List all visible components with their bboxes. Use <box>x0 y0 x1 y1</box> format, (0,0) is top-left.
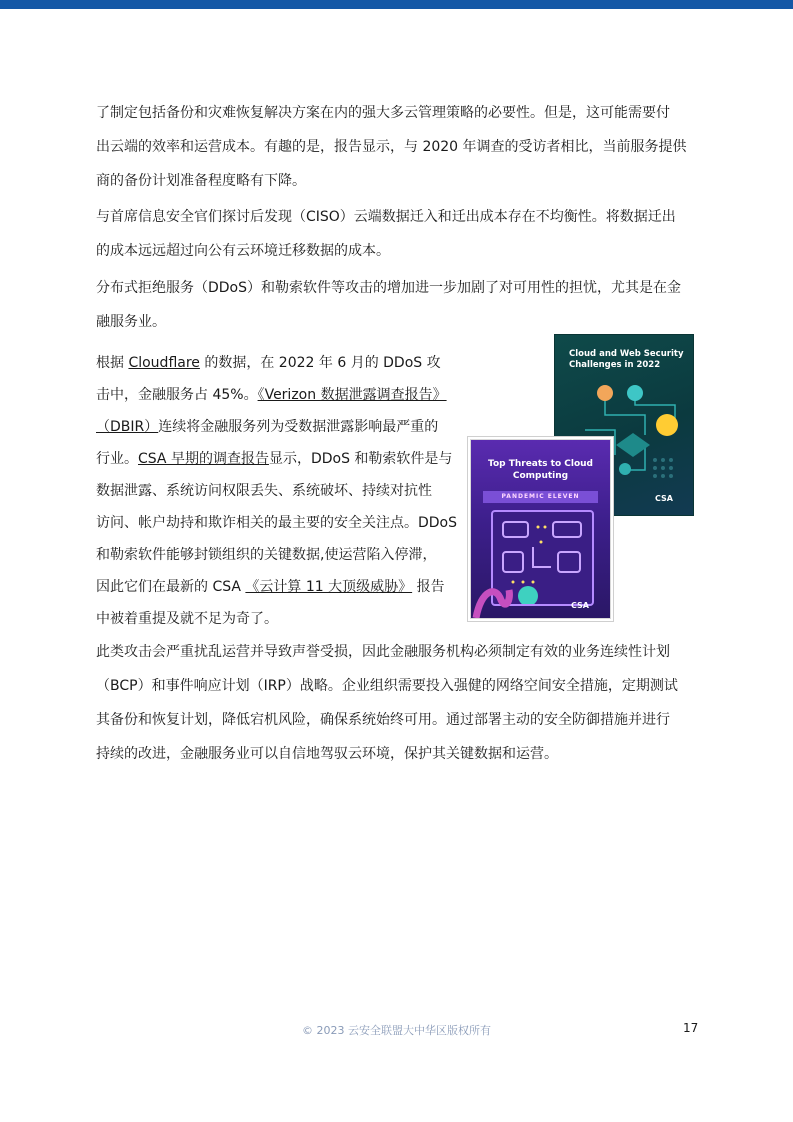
cover-title: Cloud and Web Security Challenges in 2022 <box>569 349 684 370</box>
csa-logo: CSA <box>655 494 673 503</box>
text-line: 融服务业。 <box>96 314 166 330</box>
text-line: 击中，金融服务占 45%。《Verizon 数据泄露调查报告》 <box>96 387 447 403</box>
text-line: 其备份和恢复计划，降低宕机风险，确保系统始终可用。通过部署主动的安全防御措施并进行 <box>96 712 670 728</box>
text-line: 访问、帐户劫持和欺诈相关的最主要的安全关注点。DDoS <box>96 515 458 531</box>
text-line: 此类攻击会严重扰乱运营并导致声誉受损，因此金融服务机构必须制定有效的业务连续性计划 <box>96 644 670 660</box>
header-bar <box>0 0 793 9</box>
text-line: （DBIR）连续将金融服务列为受数据泄露影响最严重的 <box>96 419 439 435</box>
text-line: 持续的改进，金融服务业可以自信地驾驭云环境，保护其关键数据和运营。 <box>96 746 558 762</box>
text-line: 了制定包括备份和灾难恢复解决方案在内的强大多云管理策略的必要性。但是，这可能需要付 <box>96 105 670 121</box>
csa-report-link[interactable]: CSA 早期的调查报告 <box>138 451 269 467</box>
text-line: 的成本远远超过向公有云环境迁移数据的成本。 <box>96 243 390 259</box>
text-line: 分布式拒绝服务（DDoS）和勒索软件等攻击的增加进一步加剧了对可用性的担忧，尤其是在金 <box>96 280 682 296</box>
cover-banner: PANDEMIC ELEVEN <box>483 491 598 503</box>
text-line: 因此它们在最新的 CSA 《云计算 11 大顶级威胁》 报告 <box>96 579 445 595</box>
top-threats-link[interactable]: 《云计算 11 大顶级威胁》 <box>245 579 413 595</box>
footer-copyright: © 2023 云安全联盟大中华区版权所有 <box>302 1024 491 1037</box>
text-line: 根据 Cloudflare 的数据，在 2022 年 6 月的 DDoS 攻 <box>96 355 441 371</box>
text-line: （BCP）和事件响应计划（IRP）战略。企业组织需要投入强健的网络空间安全措施，定期测试 <box>96 678 678 694</box>
page-number: 17 <box>683 1021 699 1035</box>
paragraph-2 <box>96 200 698 268</box>
report-cover-top-threats <box>471 440 610 618</box>
text-line: 与首席信息安全官们探讨后发现（CISO）云端数据迁入和迁出成本存在不均衡性。将数据迁出 <box>96 209 676 225</box>
tentacle-illustration-icon <box>471 440 610 618</box>
verizon-dbir-link[interactable]: 《Verizon 数据泄露调查报告》 <box>257 387 447 403</box>
text-line: 商的备份计划准备程度略有下降。 <box>96 173 306 189</box>
text-line: 中被着重提及就不足为奇了。 <box>96 611 278 627</box>
dbir-link[interactable]: （DBIR） <box>96 419 159 435</box>
text-line: 出云端的效率和运营成本。有趣的是，报告显示，与 2020 年调查的受访者相比，当前服务提供 <box>96 139 687 155</box>
paragraph-1 <box>96 96 698 198</box>
text-line: 数据泄露、系统访问权限丢失、系统破坏、持续对抗性 <box>96 483 432 499</box>
paragraph-4 <box>96 635 698 771</box>
paragraph-ddos <box>96 347 458 635</box>
cover-title: Top Threats to Cloud Computing <box>488 459 593 481</box>
paragraph-3 <box>96 271 698 339</box>
text-line: 和勒索软件能够封锁组织的关键数据,使运营陷入停滞， <box>96 547 437 563</box>
text-line: 行业。CSA 早期的调查报告显示，DDoS 和勒索软件是与 <box>96 451 453 467</box>
cloudflare-link[interactable]: Cloudflare <box>128 355 200 371</box>
csa-logo: CSA <box>571 601 589 610</box>
